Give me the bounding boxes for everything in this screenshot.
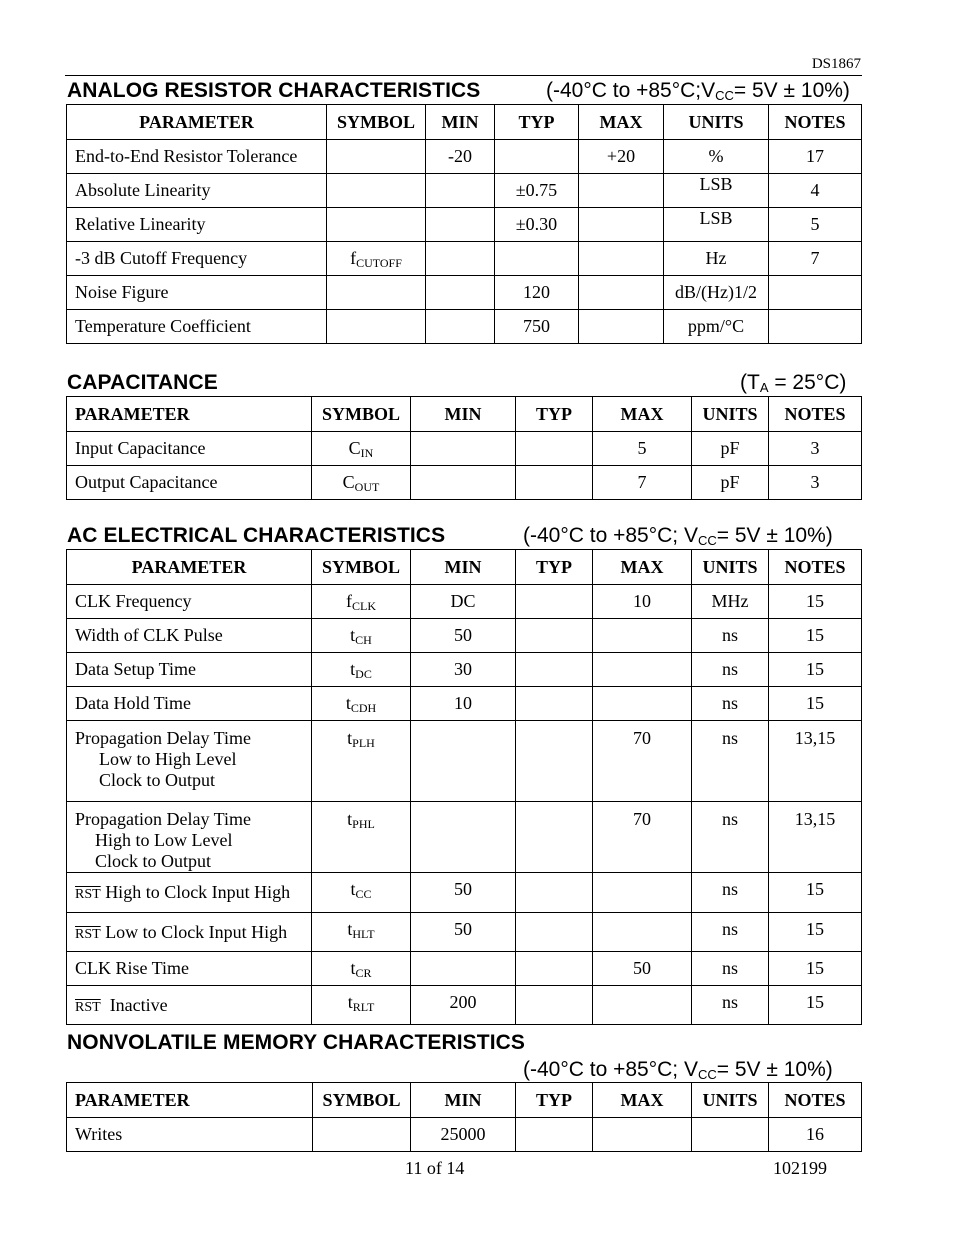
symbol-cell: $t_{CDH}$ (312, 687, 411, 721)
min-cell (411, 802, 516, 873)
column-header: MAX (593, 550, 692, 585)
notes-cell: 15 (769, 687, 862, 721)
capacitance-conditions: $(T_A = 25^\circ C)$ (740, 371, 847, 395)
typ-cell (516, 802, 593, 873)
units-cell: LSB (664, 174, 769, 208)
parameter-cell: Absolute Linearity (67, 174, 327, 208)
symbol-cell: $C_{IN}$ (312, 432, 411, 466)
units-cell: ns (692, 687, 769, 721)
table-row (67, 619, 862, 653)
typ-cell: ±0.75 (495, 174, 579, 208)
parameter-cell: End-to-End Resistor Tolerance (67, 140, 327, 174)
column-header: UNITS (692, 1083, 769, 1118)
column-header: MIN (411, 397, 516, 432)
ac-table (66, 549, 862, 1025)
column-header: NOTES (769, 1083, 862, 1118)
table-header-row (67, 550, 862, 585)
document-id: DS1867 (811, 56, 861, 72)
column-header: UNITS (664, 105, 769, 140)
units-cell: dB/(Hz)1/2 (664, 276, 769, 310)
table-row (67, 721, 862, 802)
max-cell (593, 873, 692, 913)
units-cell: LSB (664, 208, 769, 242)
column-header: PARAMETER (67, 550, 312, 585)
units-cell: ppm/°C (664, 310, 769, 344)
typ-cell (516, 653, 593, 687)
parameter-cell: $\overline{RST}$ High to Clock Input High (67, 873, 312, 913)
notes-cell: 17 (769, 140, 862, 174)
symbol-cell (327, 208, 426, 242)
max-cell (579, 242, 664, 276)
max-cell (593, 653, 692, 687)
table-row (67, 585, 862, 619)
min-cell: 50 (411, 619, 516, 653)
notes-cell: 15 (769, 913, 862, 952)
column-header: MIN (411, 550, 516, 585)
ac-conditions: (-40°C to +85°C; $V_{CC}= 5V \pm 10\%$) (523, 524, 833, 548)
parameter-cell: $\overline{RST}$ Low to Clock Input High (67, 913, 312, 952)
max-cell (579, 208, 664, 242)
column-header: PARAMETER (67, 397, 312, 432)
units-cell: pF (692, 432, 769, 466)
notes-cell: 13,15 (769, 721, 862, 802)
column-header: MIN (426, 105, 495, 140)
column-header: MAX (579, 105, 664, 140)
symbol-cell: $t_{DC}$ (312, 653, 411, 687)
max-cell (579, 276, 664, 310)
parameter-cell: Noise Figure (67, 276, 327, 310)
max-cell (593, 687, 692, 721)
max-cell (579, 310, 664, 344)
column-header: TYP (516, 1083, 593, 1118)
min-cell: 30 (411, 653, 516, 687)
symbol-cell (313, 1118, 411, 1152)
typ-cell (495, 140, 579, 174)
units-cell: ns (692, 952, 769, 986)
parameter-line: Low to High Level (99, 749, 237, 769)
symbol-cell: $t_{CR}$ (312, 952, 411, 986)
page-number: 11 of 14 (405, 1158, 465, 1178)
min-cell: 10 (411, 687, 516, 721)
notes-cell (769, 310, 862, 344)
min-cell (426, 174, 495, 208)
symbol-cell: $t_{CH}$ (312, 619, 411, 653)
column-header: UNITS (692, 550, 769, 585)
parameter-line: High to Low Level (95, 830, 233, 850)
symbol-cell: $t_{PHL}$ (312, 802, 411, 873)
units-cell: ns (692, 802, 769, 873)
parameter-cell: Input Capacitance (67, 432, 312, 466)
table-header-row (67, 1083, 862, 1118)
typ-cell (516, 721, 593, 802)
parameter-cell: Output Capacitance (67, 466, 312, 500)
units-cell: ns (692, 619, 769, 653)
nonvolatile-table (66, 1082, 862, 1152)
parameter-cell: Temperature Coefficient (67, 310, 327, 344)
symbol-cell (327, 174, 426, 208)
table-row (67, 653, 862, 687)
notes-cell: 4 (769, 174, 862, 208)
table-row (67, 174, 862, 208)
symbol-cell: $t_{CC}$ (312, 873, 411, 913)
table-row (67, 466, 862, 500)
symbol-cell (327, 140, 426, 174)
column-header: NOTES (769, 397, 862, 432)
column-header: NOTES (769, 105, 862, 140)
typ-cell (495, 242, 579, 276)
analog-conditions: (-40°C to $+85^\circ C;V_{CC}= 5V \pm 10\%$) (546, 79, 850, 103)
table-row (67, 140, 862, 174)
max-cell: 50 (593, 952, 692, 986)
notes-cell: 13,15 (769, 802, 862, 873)
table-row (67, 276, 862, 310)
typ-cell: 120 (495, 276, 579, 310)
analog-table (66, 104, 862, 344)
min-cell (411, 466, 516, 500)
parameter-line: Propagation Delay Time (75, 728, 251, 748)
parameter-line: Clock to Output (99, 770, 215, 790)
units-cell: MHz (692, 585, 769, 619)
min-cell (426, 276, 495, 310)
table-row (67, 913, 862, 952)
symbol-cell (327, 276, 426, 310)
notes-cell: 15 (769, 585, 862, 619)
notes-cell: 5 (769, 208, 862, 242)
parameter-cell (67, 721, 312, 802)
max-cell (593, 913, 692, 952)
analog-section-title: ANALOG RESISTOR CHARACTERISTICS (67, 79, 481, 102)
typ-cell (516, 432, 593, 466)
units-cell: ns (692, 986, 769, 1025)
notes-cell: 15 (769, 619, 862, 653)
min-cell: 25000 (411, 1118, 516, 1152)
units-cell (692, 1118, 769, 1152)
typ-cell: ±0.30 (495, 208, 579, 242)
parameter-cell: Data Hold Time (67, 687, 312, 721)
typ-cell (516, 585, 593, 619)
table-row (67, 802, 862, 873)
units-cell: % (664, 140, 769, 174)
column-header: TYP (516, 397, 593, 432)
symbol-cell: $f_{CUTOFF}$ (327, 242, 426, 276)
typ-cell: 750 (495, 310, 579, 344)
parameter-cell: Writes (67, 1118, 313, 1152)
column-header: SYMBOL (312, 550, 411, 585)
parameter-line: Clock to Output (95, 851, 211, 871)
parameter-cell: Data Setup Time (67, 653, 312, 687)
max-cell: 5 (593, 432, 692, 466)
units-cell: Hz (664, 242, 769, 276)
parameter-cell: CLK Frequency (67, 585, 312, 619)
symbol-cell: $t_{PLH}$ (312, 721, 411, 802)
units-cell: ns (692, 873, 769, 913)
ac-section-title: AC ELECTRICAL CHARACTERISTICS (67, 524, 446, 547)
max-cell (579, 174, 664, 208)
column-header: MIN (411, 1083, 516, 1118)
max-cell: 70 (593, 721, 692, 802)
capacitance-table (66, 396, 862, 500)
table-row (67, 432, 862, 466)
column-header: SYMBOL (312, 397, 411, 432)
rst-overbar-label: $\overline{RST}$ (75, 927, 101, 942)
capacitance-section-title: CAPACITANCE (67, 371, 218, 394)
parameter-cell (67, 802, 312, 873)
notes-cell: 16 (769, 1118, 862, 1152)
notes-cell: 15 (769, 986, 862, 1025)
min-cell (426, 242, 495, 276)
column-header: MAX (593, 1083, 692, 1118)
min-cell (411, 432, 516, 466)
symbol-cell: $t_{HLT}$ (312, 913, 411, 952)
nonvolatile-section-title: NONVOLATILE MEMORY CHARACTERISTICS (67, 1031, 526, 1054)
min-cell: -20 (426, 140, 495, 174)
column-header: PARAMETER (67, 105, 327, 140)
table-row (67, 1118, 862, 1152)
column-header: TYP (516, 550, 593, 585)
table-row (67, 873, 862, 913)
notes-cell: 15 (769, 952, 862, 986)
column-header: TYP (495, 105, 579, 140)
min-cell: DC (411, 585, 516, 619)
rst-overbar-label: $\overline{RST}$ (75, 1000, 101, 1015)
min-cell (426, 310, 495, 344)
typ-cell (516, 1118, 593, 1152)
parameter-line: Propagation Delay Time (75, 809, 251, 829)
min-cell (411, 952, 516, 986)
notes-cell: 15 (769, 873, 862, 913)
table-header-row (67, 105, 862, 140)
units-cell: pF (692, 466, 769, 500)
notes-cell: 15 (769, 653, 862, 687)
notes-cell: 7 (769, 242, 862, 276)
table-header-row (67, 397, 862, 432)
min-cell: 50 (411, 913, 516, 952)
parameter-cell: Relative Linearity (67, 208, 327, 242)
max-cell: 70 (593, 802, 692, 873)
symbol-cell: $t_{RLT}$ (312, 986, 411, 1025)
min-cell (411, 721, 516, 802)
column-header: SYMBOL (313, 1083, 411, 1118)
column-header: SYMBOL (327, 105, 426, 140)
units-cell: ns (692, 653, 769, 687)
notes-cell: 3 (769, 466, 862, 500)
symbol-cell: $f_{CLK}$ (312, 585, 411, 619)
max-cell: 7 (593, 466, 692, 500)
parameter-cell: CLK Rise Time (67, 952, 312, 986)
notes-cell: 3 (769, 432, 862, 466)
column-header: MAX (593, 397, 692, 432)
max-cell (593, 986, 692, 1025)
parameter-cell: -3 dB Cutoff Frequency (67, 242, 327, 276)
column-header: UNITS (692, 397, 769, 432)
typ-cell (516, 873, 593, 913)
max-cell (593, 619, 692, 653)
parameter-cell: Width of CLK Pulse (67, 619, 312, 653)
table-row (67, 952, 862, 986)
table-row (67, 310, 862, 344)
symbol-cell: $C_{OUT}$ (312, 466, 411, 500)
typ-cell (516, 952, 593, 986)
min-cell: 200 (411, 986, 516, 1025)
parameter-cell: $\overline{RST}$ Inactive (67, 986, 312, 1025)
table-row (67, 208, 862, 242)
column-header: PARAMETER (67, 1083, 313, 1118)
units-cell: ns (692, 721, 769, 802)
min-cell (426, 208, 495, 242)
units-cell: ns (692, 913, 769, 952)
max-cell: +20 (579, 140, 664, 174)
typ-cell (516, 986, 593, 1025)
header-rule (65, 75, 862, 76)
typ-cell (516, 687, 593, 721)
document-date-code: 102199 (773, 1158, 827, 1178)
nonvolatile-conditions: (-40°C to +85°C; $V_{CC}= 5V \pm 10\%$) (523, 1058, 833, 1082)
typ-cell (516, 466, 593, 500)
max-cell (593, 1118, 692, 1152)
table-row (67, 687, 862, 721)
table-row (67, 986, 862, 1025)
table-row (67, 242, 862, 276)
typ-cell (516, 913, 593, 952)
rst-overbar-label: $\overline{RST}$ (75, 887, 101, 902)
notes-cell (769, 276, 862, 310)
max-cell: 10 (593, 585, 692, 619)
min-cell: 50 (411, 873, 516, 913)
typ-cell (516, 619, 593, 653)
column-header: NOTES (769, 550, 862, 585)
symbol-cell (327, 310, 426, 344)
